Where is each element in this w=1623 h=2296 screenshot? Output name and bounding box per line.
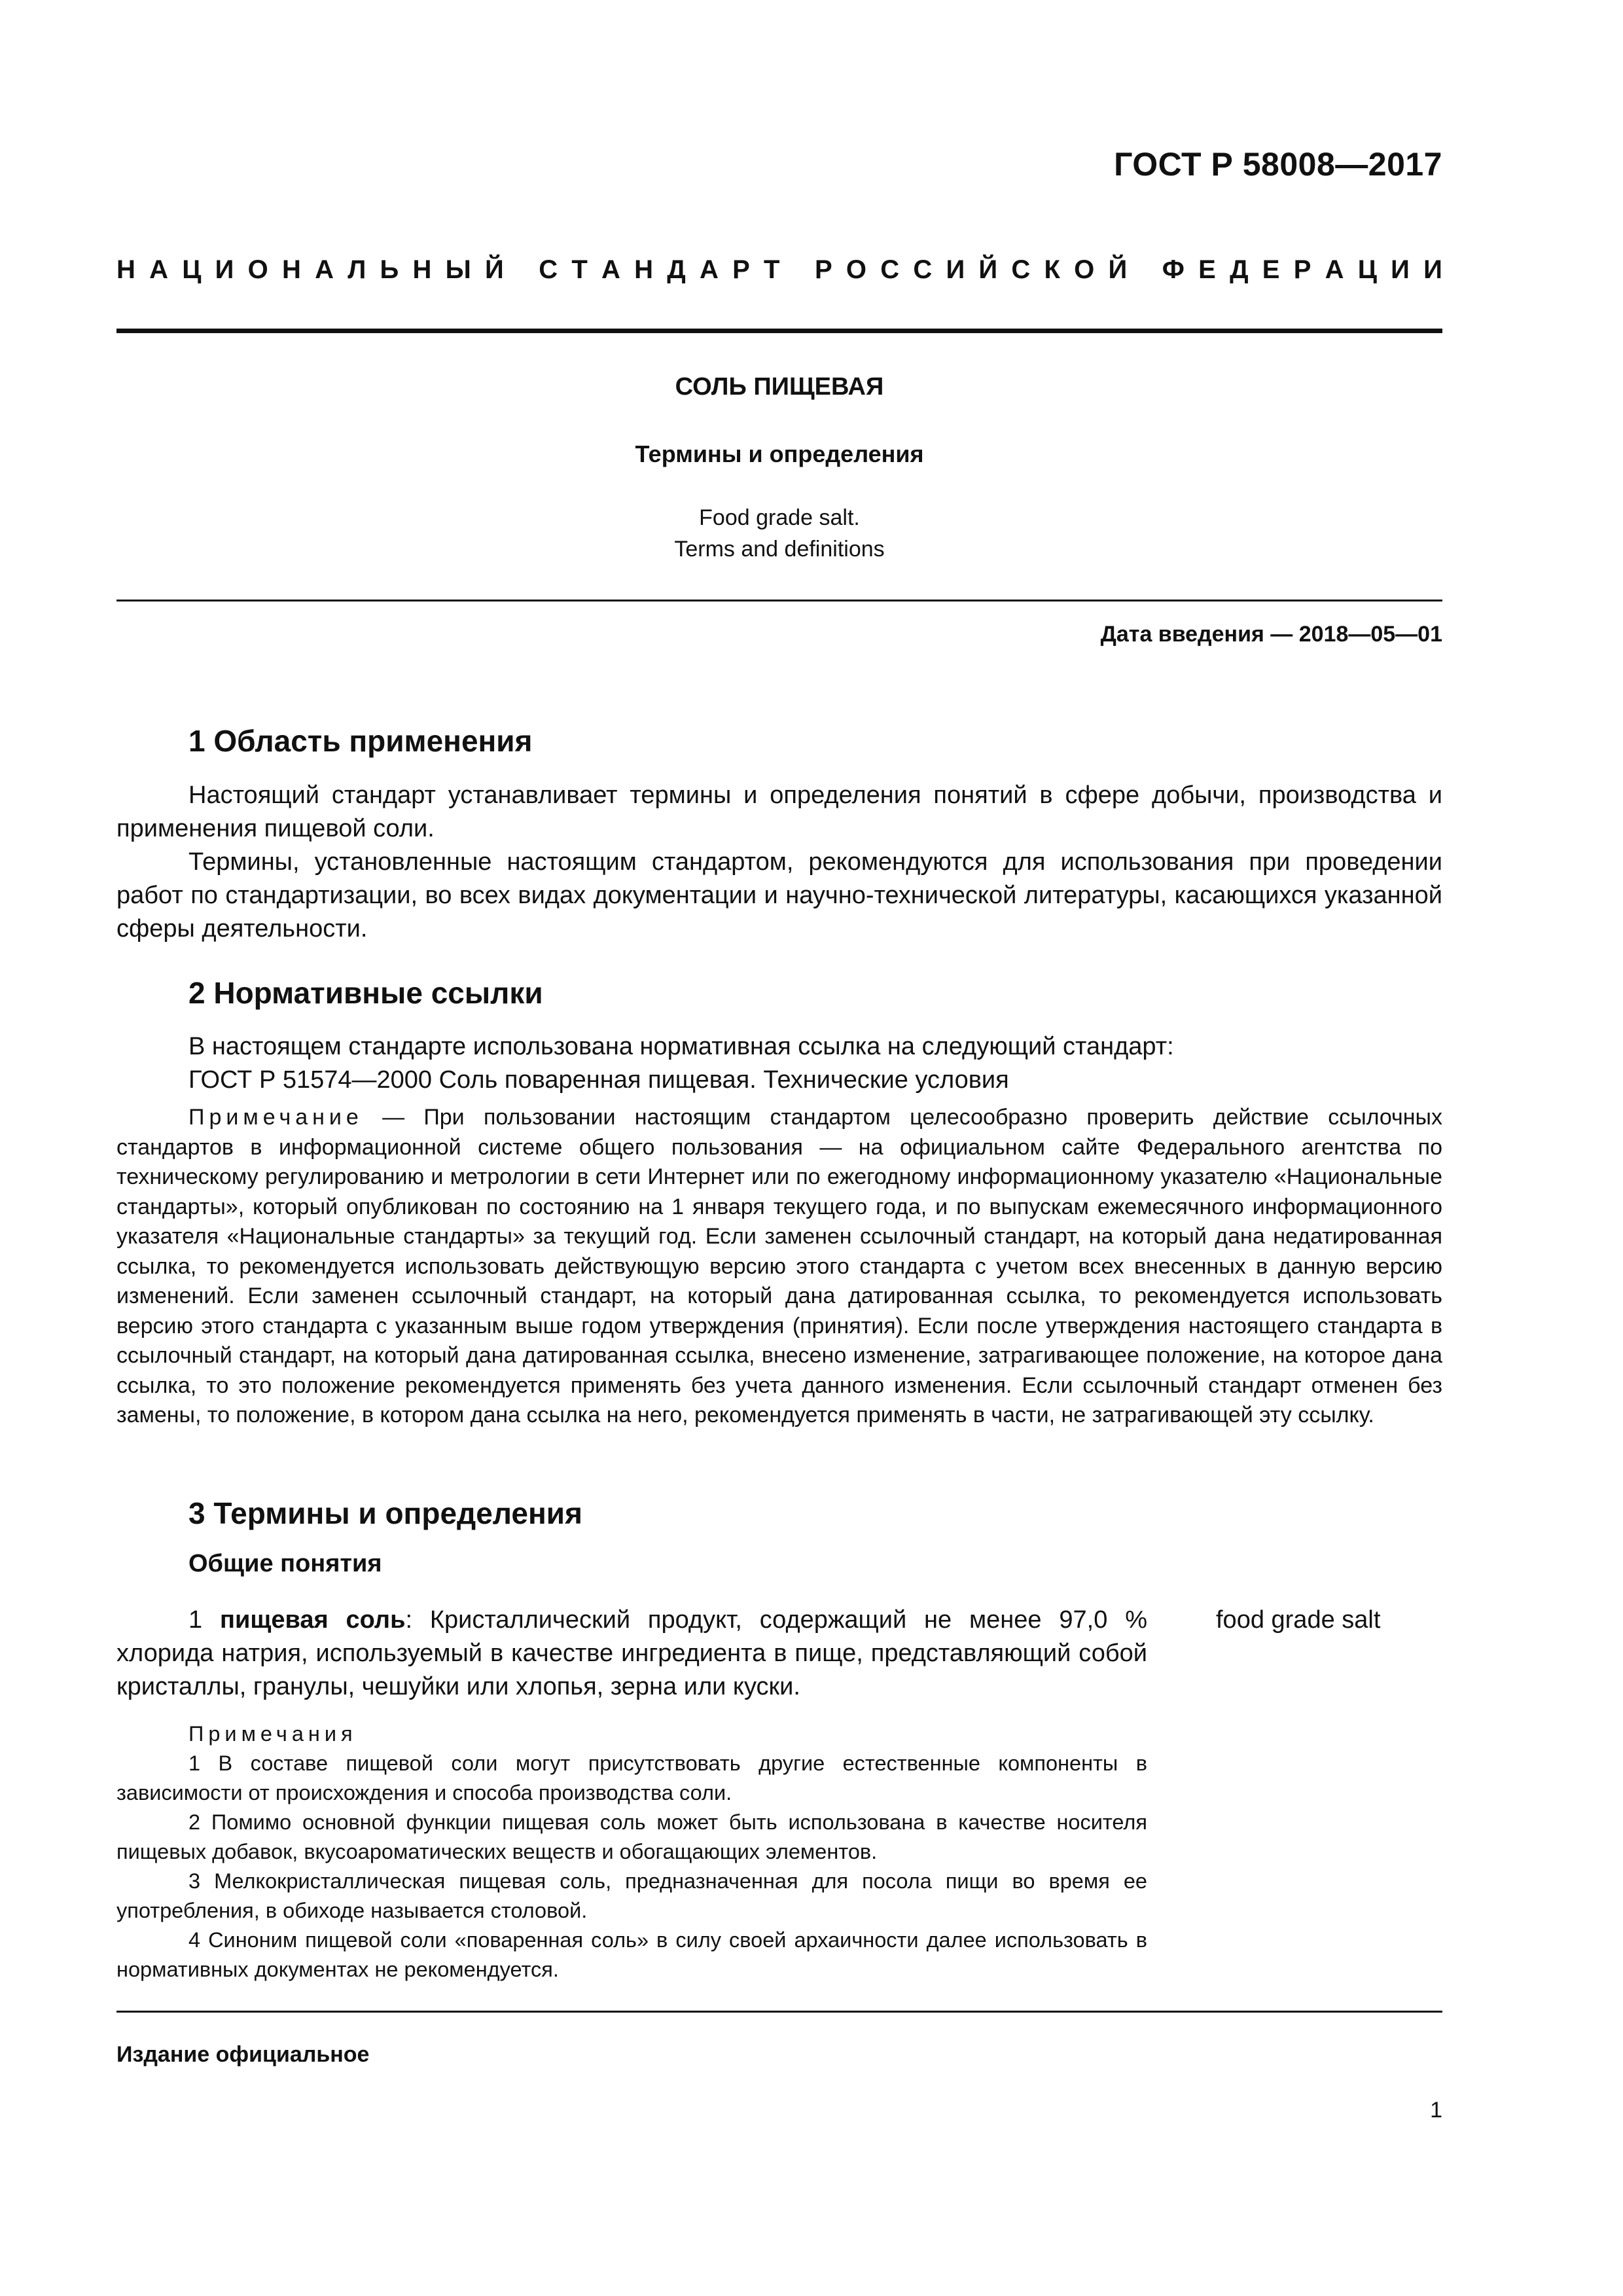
heading-letter: О [247, 255, 268, 284]
heading-letter: А [1325, 255, 1344, 284]
term-1-notes [116, 1719, 1147, 1984]
term-1-definition [116, 1604, 1147, 1704]
general-concepts-subheading: Общие понятия [188, 1550, 382, 1577]
referenced-standard: ГОСТ Р 51574—2000 Соль поваренная пищевая. Технические условия [188, 1066, 1009, 1094]
heading-letter: О [1074, 255, 1095, 284]
heading-letter: Р [814, 255, 832, 284]
note-item: 4 Синоним пищевой соли «поваренная соль» в силу своей архаичности далее использовать в нормативных документах не рекомендуется. [116, 1928, 1147, 1981]
heading-letter: Й [484, 255, 504, 284]
document-subtitle: Термины и определения [635, 440, 924, 467]
section-2-note [116, 1103, 1442, 1431]
english-title-line2: Terms and definitions [674, 537, 885, 562]
heading-letter: Й [1108, 255, 1128, 284]
section-1-paragraph-1: Настоящий стандарт устанавливает термины и определения понятий в сфере добычи, производства и применения пищевой соли. [116, 781, 1442, 842]
header-rule [116, 329, 1442, 333]
term-1-english: food grade salt [1216, 1606, 1381, 1634]
footer-rule [116, 2011, 1442, 2013]
heading-letter: Т [571, 255, 588, 284]
note-item: 2 Помимо основной функции пищевая соль может быть использована в качестве носителя пищевых добавок, вкусоароматических веществ и обогащающих элементов. [116, 1810, 1147, 1863]
heading-letter: Л [348, 255, 366, 284]
heading-letter [518, 255, 525, 285]
heading-letter: Д [1230, 255, 1249, 284]
note-item: 3 Мелкокристаллическая пищевая соль, предназначенная для посола пищи во время ее употребления, в обиходе называется столовой. [116, 1869, 1147, 1922]
note-label: Примечание [188, 1105, 363, 1130]
term-number: 1 [188, 1606, 220, 1634]
official-edition-label: Издание официальное [116, 2042, 370, 2067]
heading-letter: И [1423, 255, 1442, 284]
title-rule [116, 600, 1442, 601]
heading-letter: С [913, 255, 933, 284]
page-number: 1 [1430, 2098, 1442, 2123]
note-text: — При пользовании настоящим стандартом целесообразно проверить действие ссылочных стандартов в информационной системе общего пользования — на официальном сайте Федерального агентства по техническому регулированию и метрологии в сети Интернет или по ежегодному информационному указателю «Национальные стандарты», который опубликован по состоянию на 1 января текущего года, и по выпускам ежемесячного информационного указателя «Национальные стандарты» за текущий год. Если заменен ссылочный стандарт, на который дана недатированная ссылка, то рекомендуется использовать действующую версию этого стандарта с учетом всех внесенных в данную версию изменений. Если заменен ссылочный стандарт, на который дана датированная ссылка, то рекомендуется использовать версию этого стандарта с указанным выше годом утверждения (принятия). Если после утверждения настоящего стандарта в ссылочный стандарт, на который дана датированная ссылка, внесено изменение, затрагивающее положение, на которое дана ссылка, то это положение рекомендуется применять без учета данного изменения. Если ссылочный стандарт отменен без замены, то положение, в котором дана ссылка на него, рекомендуется применять в части, не затрагивающей эту ссылку. [116, 1105, 1442, 1427]
heading-letter: Т [763, 255, 780, 284]
heading-letter: И [946, 255, 965, 284]
heading-letter: О [846, 255, 867, 284]
section-1-paragraph-2: Термины, установленные настоящим стандартом, рекомендуются для использования при проведении работ по стандартизации, во всех видах документации и научно-технической литературы, касающихся указанной сферы деятельности. [116, 848, 1442, 942]
notes-label: Примечания [188, 1722, 357, 1746]
heading-letter: Ф [1162, 255, 1185, 284]
heading-letter: С [539, 255, 558, 284]
section-2-paragraph-1: В настоящем стандарте использована нормативная ссылка на следующий стандарт: [188, 1033, 1174, 1060]
heading-letter: Н [281, 255, 301, 284]
heading-letter: Д [667, 255, 686, 284]
heading-letter: Ь [380, 255, 399, 284]
document-page [116, 0, 1442, 2296]
heading-letter: Й [978, 255, 998, 284]
heading-letter: Р [1293, 255, 1311, 284]
document-title: СОЛЬ ПИЩЕВАЯ [675, 373, 884, 401]
national-standard-heading [116, 255, 1442, 285]
heading-letter: Ы [445, 255, 471, 284]
heading-letter: Ц [182, 255, 202, 284]
heading-letter: Е [1198, 255, 1216, 284]
note-item: 1 В составе пищевой соли могут присутствовать другие естественные компоненты в зависимости от происхождения и способа производства соли. [116, 1751, 1147, 1804]
gost-code: ГОСТ Р 58008—2017 [1114, 146, 1442, 183]
heading-letter: А [699, 255, 719, 284]
heading-letter: С [880, 255, 900, 284]
heading-letter: Н [412, 255, 432, 284]
heading-letter [794, 255, 801, 285]
english-title-line1: Food grade salt. [699, 505, 860, 530]
heading-letter: Р [732, 255, 750, 284]
heading-letter: А [601, 255, 620, 284]
heading-letter: Н [634, 255, 654, 284]
section-2-heading: 2 Нормативные ссылки [188, 976, 543, 1010]
heading-letter [1141, 255, 1148, 285]
heading-letter: Ц [1357, 255, 1377, 284]
heading-letter: И [1391, 255, 1410, 284]
heading-letter: Е [1262, 255, 1280, 284]
introduction-date: Дата введения — 2018—05—01 [1100, 622, 1442, 647]
term-name: пищевая соль [220, 1606, 406, 1634]
term-definition-text: : Кристаллический продукт, содержащий не менее 97,0 % хлорида натрия, используемый в качестве ингредиента в пище, представляющий собой кристаллы, гранулы, чешуйки или хлопья, зерна или куски. [116, 1606, 1147, 1700]
section-3-heading: 3 Термины и определения [188, 1496, 582, 1530]
heading-letter: И [215, 255, 234, 284]
section-1-heading: 1 Область применения [188, 724, 533, 758]
heading-letter: Н [116, 255, 135, 284]
heading-letter: С [1011, 255, 1031, 284]
heading-letter: А [315, 255, 334, 284]
heading-letter: К [1044, 255, 1060, 284]
heading-letter: А [149, 255, 168, 284]
